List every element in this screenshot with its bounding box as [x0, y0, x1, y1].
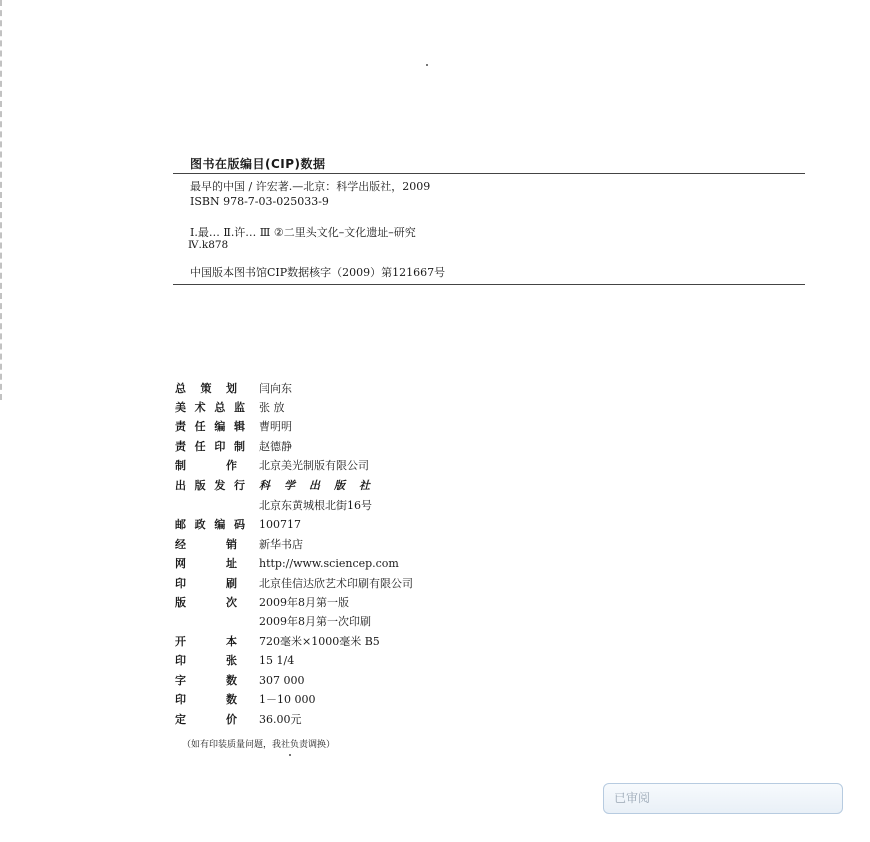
credit-value: 720毫米×1000毫米 B5 — [259, 635, 380, 648]
credit-label: 网 址 — [175, 557, 237, 570]
credit-row — [175, 476, 535, 496]
website-link[interactable]: http://www.sciencep.com — [259, 557, 399, 570]
credit-row — [175, 554, 535, 574]
credit-value: 北京东黄城根北街16号 — [259, 499, 372, 512]
credit-value: 15 1/4 — [259, 654, 295, 667]
credit-row — [175, 496, 535, 516]
credit-value: 1－10 000 — [259, 693, 316, 706]
credit-value: 赵德静 — [259, 440, 292, 453]
credit-row — [175, 612, 535, 632]
credit-row — [175, 593, 535, 613]
credit-row — [175, 515, 535, 535]
credit-label: 版 次 — [175, 596, 237, 609]
credit-label: 邮 政 编 码 — [175, 518, 245, 531]
credit-label: 经 销 — [175, 538, 237, 551]
cip-bottom-rule — [173, 284, 805, 285]
credit-value: 北京美光制版有限公司 — [259, 459, 369, 472]
credit-row — [175, 671, 535, 691]
credit-row — [175, 456, 535, 476]
credit-value: 2009年8月第一次印刷 — [259, 615, 371, 628]
cip-record-number-line: 中国版本图书馆CIP数据核字（2009）第121667号 — [190, 266, 446, 279]
credit-row — [175, 574, 535, 594]
credit-label: 印 数 — [175, 693, 237, 706]
cip-isbn-line: ISBN 978-7-03-025033-9 — [190, 195, 329, 208]
credit-value: 闫向东 — [259, 382, 292, 395]
credit-value: 新华书店 — [259, 538, 303, 551]
cip-title-line: 最早的中国 / 许宏著.—北京：科学出版社，2009 — [190, 180, 431, 193]
credit-value: 曹明明 — [259, 420, 292, 433]
credit-label: 责 任 印 制 — [175, 440, 245, 453]
quality-note: （如有印装质量问题，我社负责调换） — [182, 740, 336, 750]
credit-value: 北京佳信达欣艺术印刷有限公司 — [259, 577, 413, 590]
cip-classification-line: Ⅳ.k878 — [188, 239, 229, 251]
cip-top-rule — [173, 173, 805, 174]
credit-label: 开 本 — [175, 635, 237, 648]
publisher-name: 科学出版社 — [259, 479, 384, 492]
cip-subject-line: Ⅰ.最… Ⅱ.许… Ⅲ ②二里头文化–文化遗址–研究 — [190, 226, 416, 239]
credit-label: 制 作 — [175, 459, 237, 472]
review-status-box[interactable]: 已审阅 — [603, 783, 843, 814]
credit-value: 36.00元 — [259, 713, 302, 726]
credit-label: 定 价 — [175, 713, 237, 726]
credit-label: 字 数 — [175, 674, 237, 687]
credit-value: 2009年8月第一版 — [259, 596, 349, 609]
credit-row — [175, 632, 535, 652]
cip-heading: 图书在版编目(CIP)数据 — [190, 157, 326, 171]
credit-row — [175, 651, 535, 671]
credit-label: 印 刷 — [175, 577, 237, 590]
credit-row — [175, 437, 535, 457]
credit-row — [175, 379, 535, 399]
credit-value: 307 000 — [259, 674, 305, 687]
credit-row — [175, 690, 535, 710]
print-speck — [289, 754, 291, 756]
credit-row — [175, 398, 535, 418]
credit-value: 100717 — [259, 518, 301, 531]
credit-label: 责 任 编 辑 — [175, 420, 245, 433]
credit-row — [175, 535, 535, 555]
credit-value: 张 放 — [259, 401, 285, 414]
credit-row — [175, 710, 535, 730]
credit-label: 总 策 划 — [175, 382, 237, 395]
credit-label: 印 张 — [175, 654, 237, 667]
credit-label: 美 术 总 监 — [175, 401, 245, 414]
credit-row — [175, 417, 535, 437]
print-speck — [426, 64, 428, 66]
credit-label: 出 版 发 行 — [175, 479, 245, 492]
page-left-edge — [0, 0, 6, 400]
